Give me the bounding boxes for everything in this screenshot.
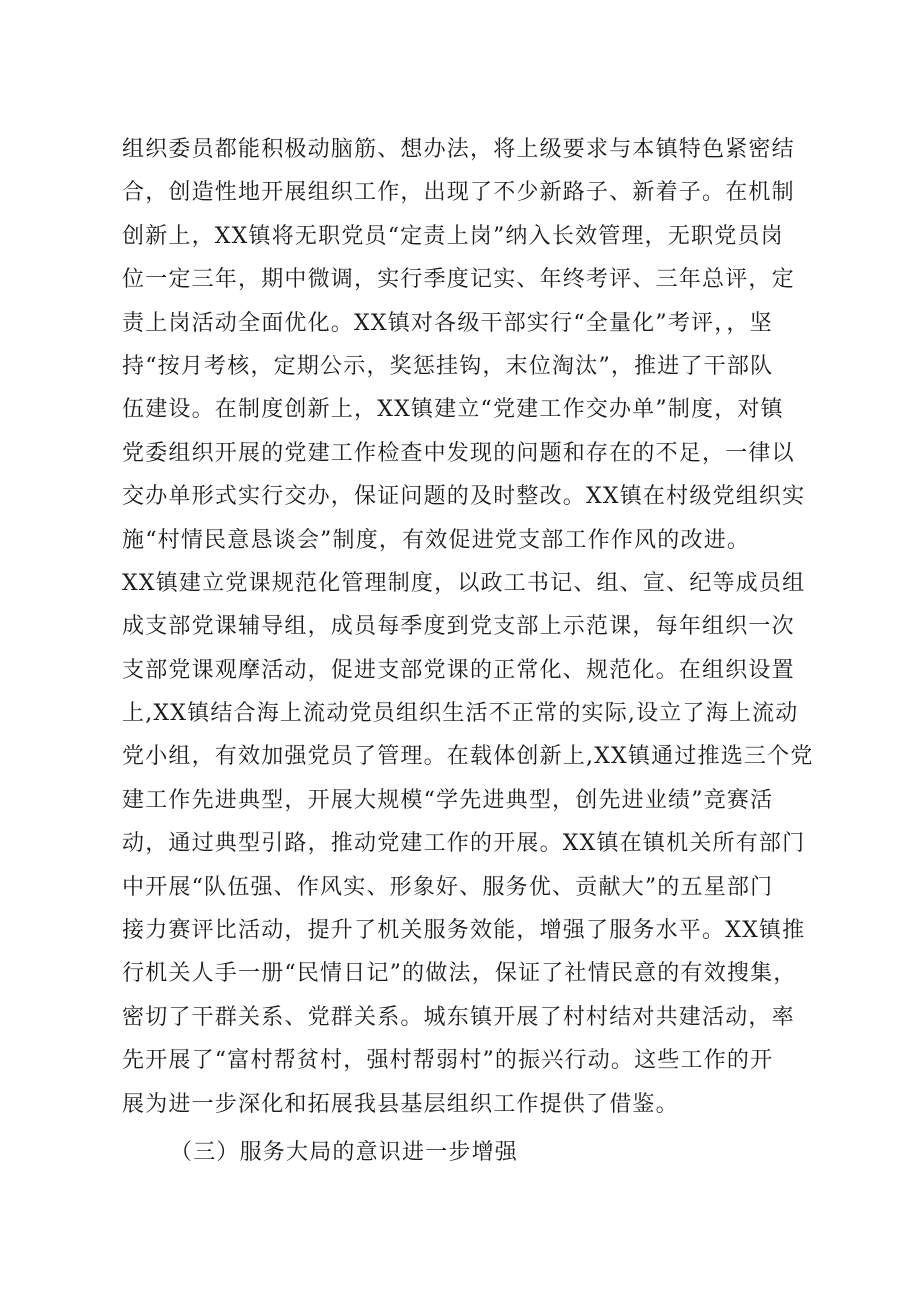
text-line: 先开展了“富村帮贫村，强村帮弱村”的振兴行动。这些工作的开 xyxy=(122,1048,774,1074)
text-line: 组织委员都能积极动脑筋、想办法，将上级要求与本镇特色紧密结 xyxy=(122,137,795,162)
section-heading: （三）服务大局的意识进一步增强 xyxy=(170,1140,519,1165)
text-line: 动，通过典型引路，推动党建工作的开展。XX镇在镇机关所有部门 xyxy=(122,831,806,857)
text-line: 成支部党课辅导组，成员每季度到党支部上示范课，每年组织一次 xyxy=(122,614,795,640)
text-line: 创新上，XX镇将无职党员“定责上岗”纳入长效管理，无职党员岗 xyxy=(122,223,784,249)
text-line: 交办单形式实行交办，保证问题的及时整改。XX镇在村级党组织实 xyxy=(122,484,806,510)
text-line: 支部党课观摩活动，促进支部党课的正常化、规范化。在组织设置 xyxy=(122,657,795,683)
text-line: 党委组织开展的党建工作检查中发现的问题和存在的不足，一律以 xyxy=(122,440,795,466)
text-line: 位一定三年，期中微调，实行季度记实、年终考评、三年总评，定 xyxy=(122,267,795,293)
body-paragraph xyxy=(122,128,814,1126)
text-line: 合，创造性地开展组织工作，出现了不少新路子、新着子。在机制 xyxy=(122,180,795,206)
text-line: 上,XX镇结合海上流动党员组织生活不正常的实际,设立了海上流动 xyxy=(122,701,799,727)
text-line: 展为进一步深化和拓展我县基层组织工作提供了借鉴。 xyxy=(122,1091,679,1117)
text-line: XX镇建立党课规范化管理制度，以政工书记、组、宣、纪等成员组 xyxy=(122,570,806,596)
text-line: 责上岗活动全面优化。XX镇对各级干部实行“全量化”考评，，坚 xyxy=(122,310,773,336)
text-line: 接力赛评比活动，提升了机关服务效能，增强了服务水平。XX镇推 xyxy=(122,918,806,944)
text-line: 中开展“队伍强、作风实、形象好、服务优、贡献大”的五星部门 xyxy=(122,874,774,900)
text-line: 行机关人手一册“民情日记”的做法，保证了社情民意的有效搜集， xyxy=(122,961,797,987)
text-line: 持“按月考核，定期公示，奖惩挂钩，末位淘汰”，推进了干部队 xyxy=(122,353,774,379)
text-line: 党小组，有效加强党员了管理。在载体创新上,XX镇通过推选三个党 xyxy=(122,744,814,770)
text-line: 密切了干群关系、党群关系。城东镇开展了村村结对共建活动，率 xyxy=(122,1004,795,1030)
text-line: 施“村情民意恳谈会”制度，有效促进党支部工作作风的改进。 xyxy=(122,527,751,553)
text-line: 建工作先进典型，开展大规模“学先进典型，创先进业绩”竞赛活 xyxy=(122,787,774,813)
text-line: 伍建设。在制度创新上，XX镇建立“党建工作交办单”制度，对镇 xyxy=(122,397,784,423)
